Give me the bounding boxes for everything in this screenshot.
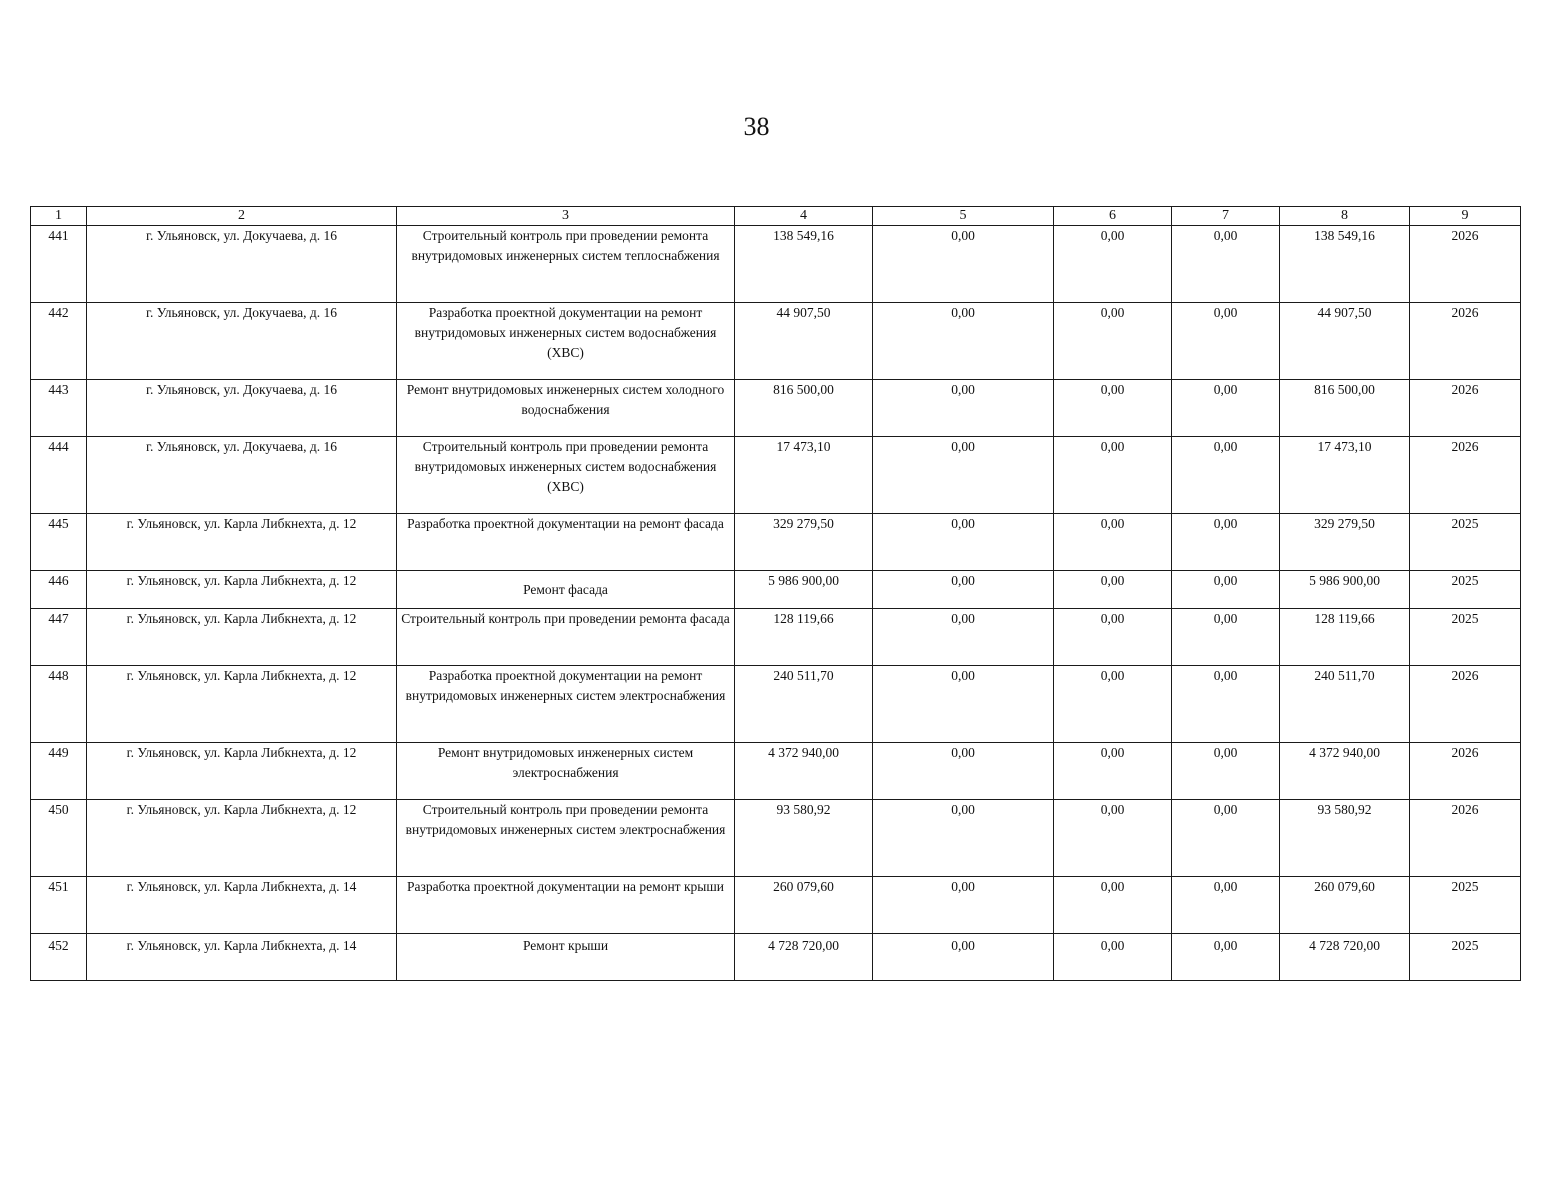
value-cell: 138 549,16 xyxy=(735,226,873,303)
value-cell: 0,00 xyxy=(1054,743,1172,800)
value-cell: 4 372 940,00 xyxy=(735,743,873,800)
work-cell: Строительный контроль при проведении ремонта внутридомовых инженерных систем электроснабжения xyxy=(397,800,735,877)
year-cell: 2026 xyxy=(1410,800,1521,877)
value-cell: 44 907,50 xyxy=(1280,303,1410,380)
row-number: 446 xyxy=(31,571,87,609)
address-cell: г. Ульяновск, ул. Карла Либкнехта, д. 12 xyxy=(87,514,397,571)
value-cell: 0,00 xyxy=(873,800,1054,877)
value-cell: 0,00 xyxy=(1172,226,1280,303)
value-cell: 0,00 xyxy=(1172,380,1280,437)
value-cell: 0,00 xyxy=(1054,934,1172,981)
value-cell: 329 279,50 xyxy=(735,514,873,571)
value-cell: 0,00 xyxy=(1172,303,1280,380)
value-cell: 240 511,70 xyxy=(1280,666,1410,743)
value-cell: 138 549,16 xyxy=(1280,226,1410,303)
value-cell: 816 500,00 xyxy=(1280,380,1410,437)
row-number: 448 xyxy=(31,666,87,743)
year-cell: 2025 xyxy=(1410,934,1521,981)
value-cell: 0,00 xyxy=(873,437,1054,514)
value-cell: 0,00 xyxy=(1172,437,1280,514)
value-cell: 128 119,66 xyxy=(1280,609,1410,666)
row-number: 451 xyxy=(31,877,87,934)
work-cell: Ремонт фасада xyxy=(397,571,735,609)
value-cell: 5 986 900,00 xyxy=(735,571,873,609)
address-cell: г. Ульяновск, ул. Докучаева, д. 16 xyxy=(87,437,397,514)
row-number: 441 xyxy=(31,226,87,303)
table-row xyxy=(31,743,1521,800)
value-cell: 0,00 xyxy=(1054,226,1172,303)
page-number: 38 xyxy=(743,112,770,141)
value-cell: 0,00 xyxy=(1172,571,1280,609)
row-number: 445 xyxy=(31,514,87,571)
address-cell: г. Ульяновск, ул. Докучаева, д. 16 xyxy=(87,380,397,437)
table-row xyxy=(31,934,1521,981)
table-row xyxy=(31,877,1521,934)
table-row xyxy=(31,226,1521,303)
value-cell: 0,00 xyxy=(1172,934,1280,981)
address-cell: г. Ульяновск, ул. Карла Либкнехта, д. 12 xyxy=(87,800,397,877)
value-cell: 0,00 xyxy=(1172,666,1280,743)
column-header: 8 xyxy=(1280,207,1410,226)
row-number: 449 xyxy=(31,743,87,800)
value-cell: 0,00 xyxy=(873,571,1054,609)
table-row xyxy=(31,514,1521,571)
column-header: 3 xyxy=(397,207,735,226)
column-header: 9 xyxy=(1410,207,1521,226)
value-cell: 0,00 xyxy=(1054,800,1172,877)
value-cell: 0,00 xyxy=(1054,609,1172,666)
value-cell: 0,00 xyxy=(873,877,1054,934)
year-cell: 2026 xyxy=(1410,666,1521,743)
row-number: 443 xyxy=(31,380,87,437)
header-row xyxy=(31,207,1521,226)
value-cell: 240 511,70 xyxy=(735,666,873,743)
column-header: 5 xyxy=(873,207,1054,226)
address-cell: г. Ульяновск, ул. Докучаева, д. 16 xyxy=(87,226,397,303)
value-cell: 5 986 900,00 xyxy=(1280,571,1410,609)
table-row xyxy=(31,609,1521,666)
value-cell: 17 473,10 xyxy=(735,437,873,514)
value-cell: 0,00 xyxy=(873,380,1054,437)
value-cell: 0,00 xyxy=(1054,877,1172,934)
table-row xyxy=(31,800,1521,877)
value-cell: 260 079,60 xyxy=(1280,877,1410,934)
year-cell: 2025 xyxy=(1410,571,1521,609)
year-cell: 2026 xyxy=(1410,226,1521,303)
address-cell: г. Ульяновск, ул. Карла Либкнехта, д. 12 xyxy=(87,666,397,743)
value-cell: 4 372 940,00 xyxy=(1280,743,1410,800)
work-cell: Ремонт внутридомовых инженерных систем холодного водоснабжения xyxy=(397,380,735,437)
work-cell: Разработка проектной документации на ремонт крыши xyxy=(397,877,735,934)
value-cell: 0,00 xyxy=(1172,514,1280,571)
value-cell: 0,00 xyxy=(1054,514,1172,571)
work-cell: Разработка проектной документации на ремонт внутридомовых инженерных систем электроснабжения xyxy=(397,666,735,743)
value-cell: 128 119,66 xyxy=(735,609,873,666)
value-cell: 0,00 xyxy=(1172,877,1280,934)
work-cell: Ремонт крыши xyxy=(397,934,735,981)
address-cell: г. Ульяновск, ул. Карла Либкнехта, д. 12 xyxy=(87,743,397,800)
work-cell: Ремонт внутридомовых инженерных систем электроснабжения xyxy=(397,743,735,800)
value-cell: 0,00 xyxy=(1054,303,1172,380)
address-cell: г. Ульяновск, ул. Докучаева, д. 16 xyxy=(87,303,397,380)
column-header: 4 xyxy=(735,207,873,226)
work-cell: Строительный контроль при проведении ремонта фасада xyxy=(397,609,735,666)
value-cell: 4 728 720,00 xyxy=(1280,934,1410,981)
year-cell: 2026 xyxy=(1410,743,1521,800)
year-cell: 2025 xyxy=(1410,514,1521,571)
value-cell: 93 580,92 xyxy=(1280,800,1410,877)
value-cell: 0,00 xyxy=(1172,743,1280,800)
value-cell: 816 500,00 xyxy=(735,380,873,437)
address-cell: г. Ульяновск, ул. Карла Либкнехта, д. 12 xyxy=(87,571,397,609)
row-number: 447 xyxy=(31,609,87,666)
address-cell: г. Ульяновск, ул. Карла Либкнехта, д. 14 xyxy=(87,877,397,934)
value-cell: 0,00 xyxy=(873,743,1054,800)
year-cell: 2026 xyxy=(1410,303,1521,380)
value-cell: 0,00 xyxy=(873,666,1054,743)
value-cell: 0,00 xyxy=(1172,609,1280,666)
works-table xyxy=(30,206,1521,981)
year-cell: 2026 xyxy=(1410,380,1521,437)
table-row xyxy=(31,666,1521,743)
value-cell: 0,00 xyxy=(1054,380,1172,437)
value-cell: 260 079,60 xyxy=(735,877,873,934)
value-cell: 0,00 xyxy=(873,303,1054,380)
column-header: 1 xyxy=(31,207,87,226)
year-cell: 2025 xyxy=(1410,877,1521,934)
value-cell: 0,00 xyxy=(873,226,1054,303)
row-number: 442 xyxy=(31,303,87,380)
column-header: 6 xyxy=(1054,207,1172,226)
value-cell: 0,00 xyxy=(1054,666,1172,743)
value-cell: 0,00 xyxy=(1054,571,1172,609)
year-cell: 2026 xyxy=(1410,437,1521,514)
table-row xyxy=(31,437,1521,514)
row-number: 450 xyxy=(31,800,87,877)
address-cell: г. Ульяновск, ул. Карла Либкнехта, д. 14 xyxy=(87,934,397,981)
value-cell: 0,00 xyxy=(1172,800,1280,877)
work-cell: Разработка проектной документации на ремонт фасада xyxy=(397,514,735,571)
row-number: 444 xyxy=(31,437,87,514)
value-cell: 93 580,92 xyxy=(735,800,873,877)
value-cell: 0,00 xyxy=(1054,437,1172,514)
year-cell: 2025 xyxy=(1410,609,1521,666)
table-row xyxy=(31,571,1521,609)
work-cell: Строительный контроль при проведении ремонта внутридомовых инженерных систем теплоснабжения xyxy=(397,226,735,303)
column-header: 7 xyxy=(1172,207,1280,226)
column-header: 2 xyxy=(87,207,397,226)
work-cell: Разработка проектной документации на ремонт внутридомовых инженерных систем водоснабжения (ХВС) xyxy=(397,303,735,380)
value-cell: 4 728 720,00 xyxy=(735,934,873,981)
value-cell: 0,00 xyxy=(873,514,1054,571)
work-cell: Строительный контроль при проведении ремонта внутридомовых инженерных систем водоснабжения (ХВС) xyxy=(397,437,735,514)
address-cell: г. Ульяновск, ул. Карла Либкнехта, д. 12 xyxy=(87,609,397,666)
value-cell: 329 279,50 xyxy=(1280,514,1410,571)
table-row xyxy=(31,380,1521,437)
value-cell: 17 473,10 xyxy=(1280,437,1410,514)
table-row xyxy=(31,303,1521,380)
row-number: 452 xyxy=(31,934,87,981)
value-cell: 0,00 xyxy=(873,609,1054,666)
value-cell: 44 907,50 xyxy=(735,303,873,380)
value-cell: 0,00 xyxy=(873,934,1054,981)
